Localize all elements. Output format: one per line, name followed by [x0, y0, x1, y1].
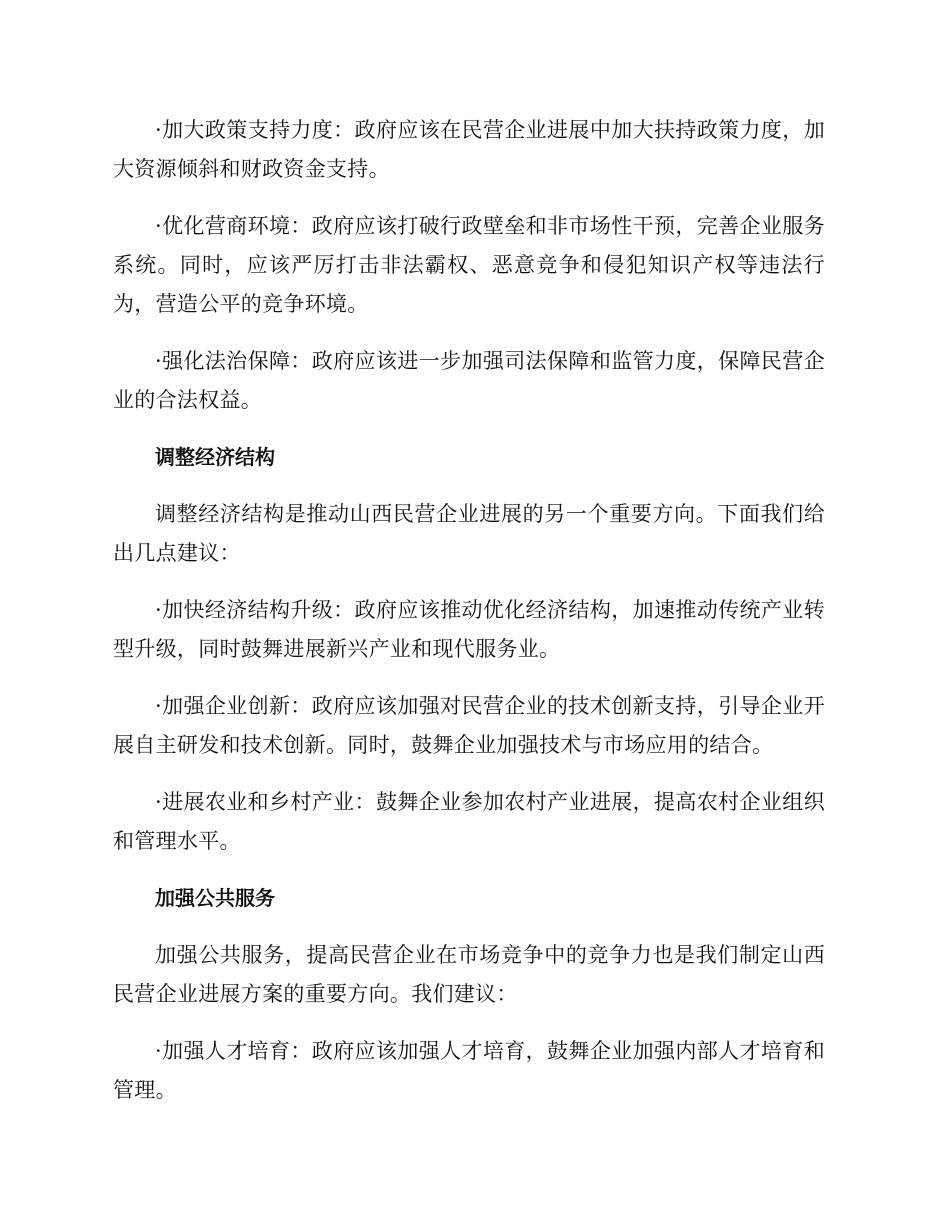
section-intro-economic-structure: 调整经济结构是推动山西民营企业进展的另一个重要方向。下面我们给出几点建议： — [113, 502, 825, 565]
bullet-business-environment: ·优化营商环境：政府应该打破行政壁垒和非市场性干预，完善企业服务系统。同时，应该严厉打击非法霸权、恶意竞争和侵犯知识产权等违法行为，营造公平的竞争环境。 — [113, 214, 825, 316]
section-heading-public-services: 加强公共服务 — [155, 886, 275, 910]
bullet-talent-cultivation: ·加强人才培育：政府应该加强人才培育，鼓舞企业加强内部人才培育和管理。 — [113, 1039, 825, 1102]
bullet-rule-of-law: ·强化法治保障：政府应该进一步加强司法保障和监管力度，保障民营企业的合法权益。 — [113, 349, 825, 412]
bullet-enterprise-innovation: ·加强企业创新：政府应该加强对民营企业的技术创新支持，引导企业开展自主研发和技术创新。同时，鼓舞企业加强技术与市场应用的结合。 — [113, 694, 825, 757]
bullet-rural-industry: ·进展农业和乡村产业：鼓舞企业参加农村产业进展，提高农村企业组织和管理水平。 — [113, 790, 825, 853]
bullet-policy-support: ·加大政策支持力度：政府应该在民营企业进展中加大扶持政策力度，加大资源倾斜和财政资金支持。 — [113, 118, 825, 181]
section-intro-public-services: 加强公共服务，提高民营企业在市场竞争中的竞争力也是我们制定山西民营企业进展方案的重要方向。我们建议： — [113, 943, 825, 1006]
section-heading-economic-structure: 调整经济结构 — [155, 445, 275, 469]
document-body — [113, 111, 825, 1128]
bullet-structure-upgrade: ·加快经济结构升级：政府应该推动优化经济结构，加速推动传统产业转型升级，同时鼓舞进展新兴产业和现代服务业。 — [113, 598, 825, 661]
